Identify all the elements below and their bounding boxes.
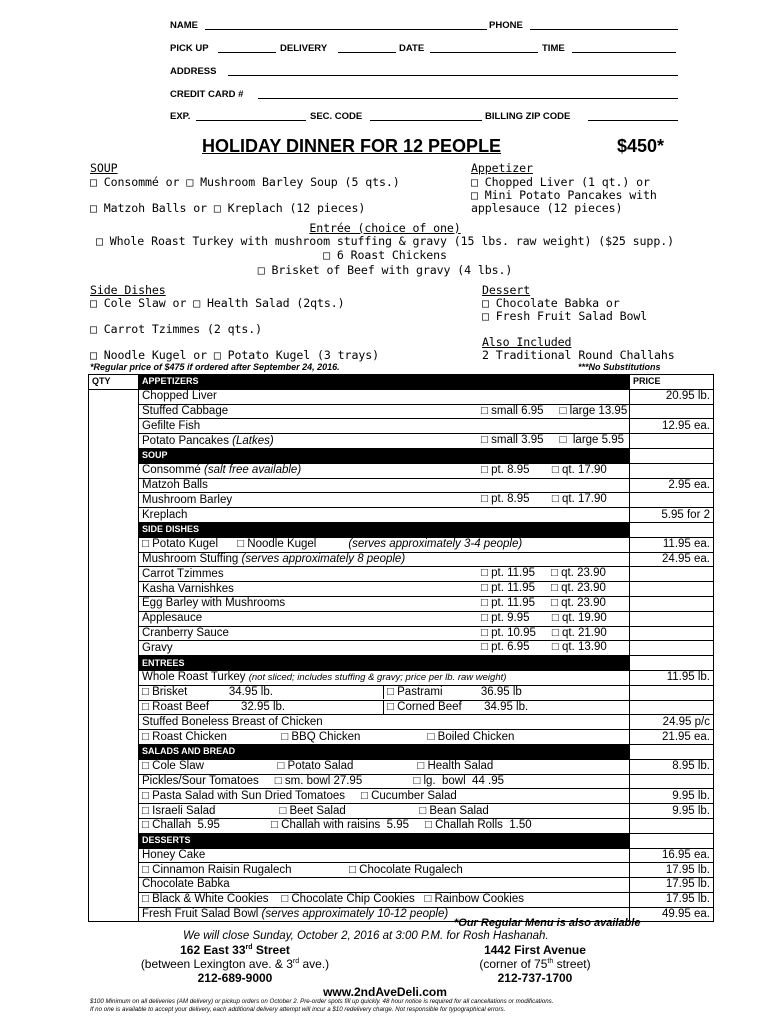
item-label: Kreplach [142, 508, 188, 521]
qty-header: QTY [89, 375, 139, 390]
item-label: □ Roast Chicken □ BBQ Chicken □ Boiled Chicken [142, 730, 515, 743]
table-row [89, 774, 714, 789]
item-cell [139, 730, 630, 745]
price-cell [630, 774, 714, 789]
item-label: Gravy [142, 641, 173, 654]
price-cell: 49.95 ea. [630, 907, 714, 922]
item-label: Honey Cake [142, 848, 206, 861]
item-cell [139, 611, 630, 626]
section-header-desserts: DESSERTS [139, 833, 630, 848]
qty-cell[interactable] [89, 448, 139, 463]
qty-cell[interactable] [89, 715, 139, 730]
price-cell: 12.95 ea. [630, 419, 714, 434]
entree-option-3[interactable]: □ Brisket of Beef with gravy (4 lbs.) [257, 263, 513, 277]
website-link[interactable]: www.2ndAveDeli.com [323, 985, 447, 999]
qty-cell[interactable] [89, 419, 139, 434]
price-cell [630, 567, 714, 582]
section-header-soup: SOUP [139, 448, 630, 463]
menu-table [88, 374, 714, 922]
size-options[interactable]: □ pt. 10.95 □ qt. 21.90 [481, 626, 607, 639]
qty-cell[interactable] [89, 522, 139, 537]
qty-cell[interactable] [89, 818, 139, 833]
table-row [89, 848, 714, 863]
qty-cell[interactable] [89, 774, 139, 789]
price-cell: 11.95 lb. [630, 670, 714, 685]
fine-print-1: $100 Minimum on all deliveries (AM delivery) or pickup orders on October 2. Pre-order spots fill up quickly. 48 hour notice is required for all cancellations or modifications. [90, 998, 554, 1005]
phone-label: PHONE [489, 20, 523, 31]
item-option[interactable]: □ Corned Beef 34.95 lb. [387, 700, 529, 713]
price-cell: 21.95 ea. [630, 730, 714, 745]
soup-heading: SOUP [90, 161, 118, 175]
price-cell: 8.95 lb. [630, 759, 714, 774]
section-header-salads-and-bread: SALADS AND BREAD [139, 744, 630, 759]
credit-card-label: CREDIT CARD # [170, 89, 244, 100]
item-label: Chocolate Babka [142, 878, 230, 891]
side-option-1[interactable]: □ Cole Slaw or □ Health Salad (2qts.) [90, 296, 345, 310]
table-row [89, 804, 714, 819]
table-row [89, 759, 714, 774]
table-row [89, 878, 714, 893]
qty-cell[interactable] [89, 404, 139, 419]
item-cell [139, 404, 630, 419]
item-cell [139, 863, 630, 878]
item-cell [139, 493, 630, 508]
size-options[interactable]: □ pt. 8.95 □ qt. 17.90 [481, 493, 607, 506]
table-row [89, 552, 714, 567]
table-row [89, 478, 714, 493]
price-cell [630, 685, 714, 700]
item-cell [139, 759, 630, 774]
page-title: HOLIDAY DINNER FOR 12 PEOPLE [202, 136, 502, 156]
size-options[interactable]: □ pt. 11.95 □ qt. 23.90 [481, 596, 606, 609]
item-label: Kasha Varnishkes [142, 582, 234, 595]
item-cell [139, 804, 630, 819]
item-cell [139, 685, 630, 700]
item-cell [139, 478, 630, 493]
price-cell [630, 434, 714, 449]
item-option[interactable]: □ Pastrami 36.95 lb [387, 686, 522, 699]
item-label: □ Cinnamon Raisin Rugalech □ Chocolate Rugalech [142, 863, 463, 876]
item-label: Stuffed Boneless Breast of Chicken [142, 715, 323, 728]
item-cell [139, 878, 630, 893]
qty-cell[interactable] [89, 759, 139, 774]
qty-cell[interactable] [89, 730, 139, 745]
qty-cell[interactable] [89, 508, 139, 523]
price-cell: 24.95 ea. [630, 552, 714, 567]
item-cell [139, 508, 630, 523]
item-cell [139, 596, 630, 611]
section-row [89, 833, 714, 848]
item-cell [139, 848, 630, 863]
price-cell: 16.95 ea. [630, 848, 714, 863]
qty-cell[interactable] [89, 804, 139, 819]
item-label: □ Challah 5.95 □ Challah with raisins 5.95 □ Challah Rolls 1.50 [142, 819, 532, 832]
no-substitutions-note: ***No Substitutions [578, 362, 661, 372]
qty-cell[interactable] [89, 537, 139, 552]
item-label: Matzoh Balls [142, 478, 208, 491]
item-label: □ Potato Kugel □ Noodle Kugel (serves approximately 3-4 people) [142, 538, 523, 551]
item-cell [139, 537, 630, 552]
dessert-option-1[interactable]: □ Chocolate Babka or [482, 296, 620, 310]
qty-cell[interactable] [89, 863, 139, 878]
qty-cell[interactable] [89, 685, 139, 700]
section-row [89, 744, 714, 759]
qty-cell[interactable] [89, 434, 139, 449]
price-cell [630, 700, 714, 715]
price-cell [630, 596, 714, 611]
table-row [89, 582, 714, 597]
item-label: Pickles/Sour Tomatoes □ sm. bowl 27.95 □ lg. bowl 44 .95 [142, 774, 505, 787]
section-header-side-dishes: SIDE DISHES [139, 522, 630, 537]
item-label: Gefilte Fish [142, 419, 201, 432]
table-row [89, 419, 714, 434]
price-cell: 9.95 lb. [630, 789, 714, 804]
also-included-item: 2 Traditional Round Challahs [482, 348, 675, 362]
item-cell [139, 774, 630, 789]
qty-cell[interactable] [89, 789, 139, 804]
item-label: Whole Roast Turkey (not sliced; includes stuffing & gravy; price per lb. raw weight) [142, 671, 507, 684]
section-header-entrees: ENTREES [139, 656, 630, 671]
size-options[interactable]: □ pt. 8.95 □ qt. 17.90 [481, 463, 607, 476]
also-included-heading: Also Included [482, 335, 572, 349]
table-row [89, 537, 714, 552]
price-cell: 24.95 p/c [630, 715, 714, 730]
qty-cell[interactable] [89, 878, 139, 893]
qty-cell[interactable] [89, 656, 139, 671]
location-2-address: 1442 First Avenue [484, 943, 586, 957]
price-cell [630, 656, 714, 671]
item-label: Consommé (salt free available) [142, 464, 302, 477]
qty-cell[interactable] [89, 611, 139, 626]
qty-cell[interactable] [89, 641, 139, 656]
table-row [89, 567, 714, 582]
exp-label: EXP. [170, 111, 191, 122]
soup-option-1[interactable]: □ Consommé or □ Mushroom Barley Soup (5 qts.) [90, 175, 400, 189]
qty-cell[interactable] [89, 389, 139, 404]
price-cell: 11.95 ea. [630, 537, 714, 552]
zip-label: BILLING ZIP CODE [485, 111, 571, 122]
appetizer-heading: Appetizer [471, 161, 533, 175]
price-header: PRICE [630, 375, 714, 390]
pickup-label: PICK UP [170, 43, 209, 54]
item-option[interactable]: □ Roast Beef 32.95 lb. [139, 701, 384, 714]
size-options[interactable]: □ pt. 9.95 □ qt. 19.90 [481, 611, 607, 624]
item-cell [139, 700, 630, 715]
table-row [89, 818, 714, 833]
time-label: TIME [542, 43, 565, 54]
item-cell [139, 463, 630, 478]
phone-field[interactable] [530, 20, 678, 30]
pickup-field[interactable] [218, 43, 276, 53]
item-cell [139, 567, 630, 582]
entree-option-1[interactable]: □ Whole Roast Turkey with mushroom stuffing & gravy (15 lbs. raw weight) ($25 supp.) [96, 234, 674, 248]
address-field[interactable] [228, 66, 678, 76]
table-row [89, 404, 714, 419]
entree-option-2[interactable]: □ 6 Roast Chickens [323, 248, 447, 262]
appetizer-option-1[interactable]: □ Chopped Liver (1 qt.) or [471, 175, 650, 189]
delivery-field[interactable] [338, 43, 396, 53]
table-row [89, 611, 714, 626]
qty-cell[interactable] [89, 596, 139, 611]
entree-heading: Entrée (choice of one) [309, 221, 461, 235]
price-cell [630, 626, 714, 641]
section-row [89, 448, 714, 463]
item-label: □ Pasta Salad with Sun Dried Tomatoes □ Cucumber Salad [142, 789, 457, 802]
price-cell [630, 611, 714, 626]
dessert-heading: Dessert [482, 283, 531, 297]
item-label: □ Black & White Cookies □ Chocolate Chip Cookies □ Rainbow Cookies [142, 893, 524, 906]
table-row [89, 700, 714, 715]
size-options[interactable]: □ pt. 11.95 □ qt. 23.90 [481, 582, 606, 595]
price-cell: 9.95 lb. [630, 804, 714, 819]
price-cell: 20.95 lb. [630, 389, 714, 404]
price-cell [630, 833, 714, 848]
table-row [89, 596, 714, 611]
item-cell [139, 419, 630, 434]
price-cell [630, 448, 714, 463]
table-row [89, 863, 714, 878]
size-options[interactable]: □ small 6.95 □ large 13.95 [481, 404, 628, 417]
name-field[interactable] [205, 20, 487, 30]
price-cell [630, 818, 714, 833]
date-field[interactable] [430, 43, 538, 53]
dessert-option-2[interactable]: □ Fresh Fruit Salad Bowl [482, 309, 648, 323]
price-cell [630, 522, 714, 537]
package-price: $450* [617, 136, 665, 156]
item-label: Carrot Tzimmes [142, 567, 224, 580]
price-cell: 17.95 lb. [630, 892, 714, 907]
item-label: Chopped Liver [142, 390, 217, 403]
side-option-3[interactable]: □ Noodle Kugel or □ Potato Kugel (3 trays) [90, 348, 379, 362]
location-1-phone[interactable]: 212-689-9000 [197, 971, 273, 985]
qty-cell[interactable] [89, 892, 139, 907]
table-row [89, 789, 714, 804]
regular-menu-note: *Our Regular Menu is also available [454, 917, 641, 929]
sec-code-field[interactable] [370, 111, 482, 121]
qty-cell[interactable] [89, 463, 139, 478]
zip-field[interactable] [588, 111, 678, 121]
closing-notice: We will close Sunday, October 2, 2016 at 3:00 P.M. for Rosh Hashanah. [183, 930, 549, 942]
table-row [89, 508, 714, 523]
item-label: Egg Barley with Mushrooms [142, 597, 286, 610]
item-label: Mushroom Barley [142, 493, 233, 506]
location-2-cross: (corner of 75th street) [479, 957, 591, 971]
price-cell [630, 641, 714, 656]
price-cell: 5.95 for 2 [630, 508, 714, 523]
item-cell [139, 389, 630, 404]
table-row [89, 463, 714, 478]
qty-cell[interactable] [89, 700, 139, 715]
item-label: Applesauce [142, 612, 203, 625]
item-label: Stuffed Cabbage [142, 404, 229, 417]
table-row [89, 892, 714, 907]
table-row [89, 493, 714, 508]
price-cell [630, 582, 714, 597]
price-cell: 17.95 lb. [630, 878, 714, 893]
size-options[interactable]: □ pt. 6.95 □ qt. 13.90 [481, 641, 607, 654]
qty-cell[interactable] [89, 626, 139, 641]
side-option-2[interactable]: □ Carrot Tzimmes (2 qts.) [90, 322, 263, 336]
name-label: NAME [170, 20, 198, 31]
qty-cell[interactable] [89, 567, 139, 582]
item-cell [139, 818, 630, 833]
section-header-appetizers: APPETIZERS [139, 375, 630, 390]
regular-price-note: *Regular price of $475 if ordered after September 24, 2016. [90, 362, 340, 372]
qty-cell[interactable] [89, 744, 139, 759]
item-cell [139, 670, 630, 685]
item-cell [139, 892, 630, 907]
section-row [89, 522, 714, 537]
price-cell [630, 463, 714, 478]
table-row [89, 434, 714, 449]
price-cell [630, 744, 714, 759]
sec-code-label: SEC. CODE [310, 111, 363, 122]
qty-cell[interactable] [89, 907, 139, 922]
table-header-row [89, 375, 714, 390]
item-option[interactable]: □ Brisket 34.95 lb. [139, 686, 384, 699]
credit-card-field[interactable] [258, 89, 678, 99]
item-label: Fresh Fruit Salad Bowl (serves approximately 10-12 people) [142, 908, 449, 921]
size-options[interactable]: □ pt. 11.95 □ qt. 23.90 [481, 567, 606, 580]
table-row [89, 389, 714, 404]
table-row [89, 715, 714, 730]
item-cell [139, 552, 630, 567]
item-cell [139, 641, 630, 656]
table-row [89, 641, 714, 656]
item-label: Mushroom Stuffing (serves approximately 8 people) [142, 552, 406, 565]
location-1-cross: (between Lexington ave. & 3rd ave.) [140, 957, 330, 971]
location-1-address: 162 East 33rd Street [180, 943, 290, 957]
qty-cell[interactable] [89, 552, 139, 567]
price-cell [630, 404, 714, 419]
address-label: ADDRESS [170, 66, 217, 77]
table-row [89, 626, 714, 641]
size-options[interactable]: □ small 3.95 □ large 5.95 [481, 434, 625, 447]
section-row [89, 656, 714, 671]
time-field[interactable] [572, 43, 676, 53]
table-row [89, 730, 714, 745]
item-cell [139, 789, 630, 804]
price-cell: 17.95 lb. [630, 863, 714, 878]
item-cell [139, 626, 630, 641]
qty-cell[interactable] [89, 493, 139, 508]
soup-option-2[interactable]: □ Matzoh Balls or □ Kreplach (12 pieces) [90, 201, 366, 215]
qty-cell[interactable] [89, 478, 139, 493]
item-label: □ Cole Slaw □ Potato Salad □ Health Salad [142, 760, 494, 773]
item-cell [139, 582, 630, 597]
qty-cell[interactable] [89, 833, 139, 848]
location-2-phone[interactable]: 212-737-1700 [497, 971, 573, 985]
item-cell [139, 434, 630, 449]
exp-field[interactable] [196, 111, 306, 121]
item-cell [139, 715, 630, 730]
appetizer-option-2[interactable]: □ Mini Potato Pancakes with [471, 188, 657, 202]
item-label: □ Israeli Salad □ Beet Salad □ Bean Salad [142, 804, 489, 817]
appetizer-option-2-cont: applesauce (12 pieces) [471, 201, 623, 215]
item-label: Cranberry Sauce [142, 626, 229, 639]
price-cell: 2.95 ea. [630, 478, 714, 493]
qty-cell[interactable] [89, 582, 139, 597]
table-row [89, 670, 714, 685]
item-label: Potato Pancakes (Latkes) [142, 434, 274, 447]
table-row [89, 685, 714, 700]
side-dishes-heading: Side Dishes [90, 283, 166, 297]
price-cell [630, 493, 714, 508]
fine-print-2: If no one is available to accept your delivery, each additional delivery attempt will incur a $10 redelivery charge. Not responsible for typographical errors. [90, 1006, 506, 1013]
delivery-label: DELIVERY [280, 43, 328, 54]
qty-cell[interactable] [89, 670, 139, 685]
date-label: DATE [399, 43, 425, 54]
qty-cell[interactable] [89, 848, 139, 863]
